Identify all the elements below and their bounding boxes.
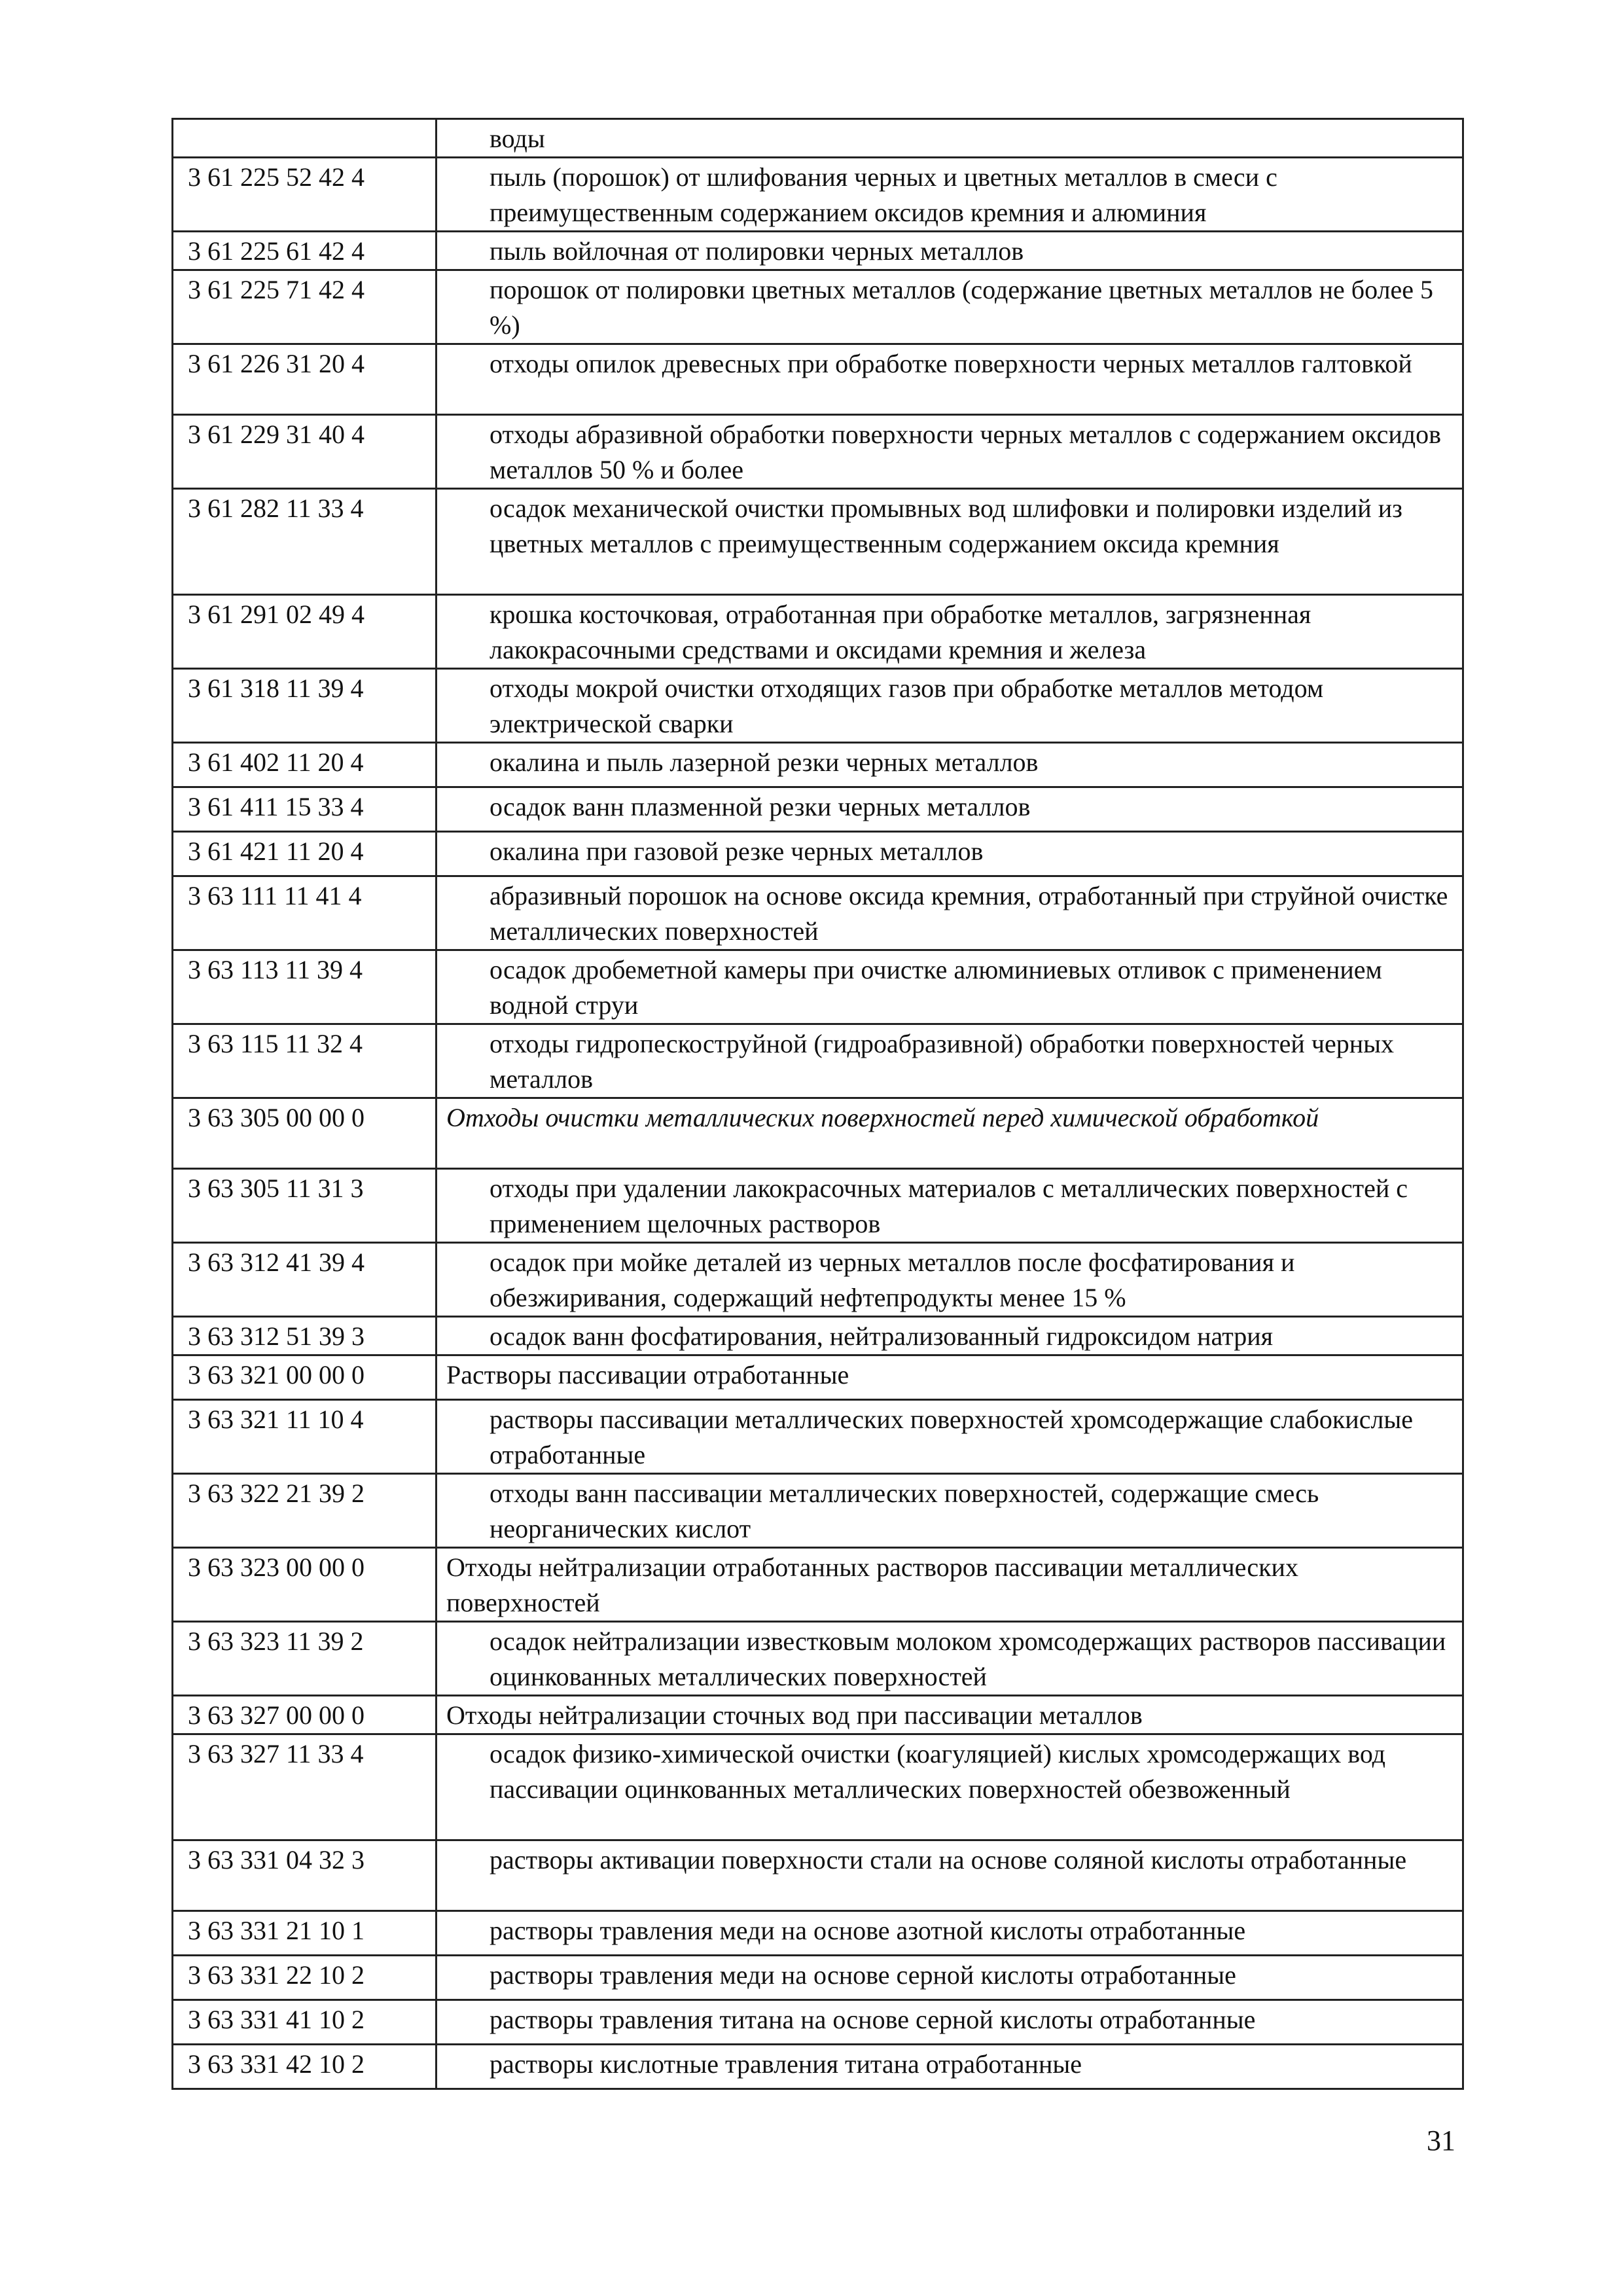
waste-code-cell: 3 61 226 31 20 4 xyxy=(173,344,437,415)
waste-description-cell: растворы кислотные травления титана отработанные xyxy=(437,2045,1463,2089)
table-row xyxy=(173,1169,1463,1243)
waste-code-cell: 3 63 331 21 10 1 xyxy=(173,1911,437,1956)
table-row xyxy=(173,489,1463,595)
waste-code-cell: 3 63 322 21 39 2 xyxy=(173,1474,437,1548)
waste-code-cell: 3 63 115 11 32 4 xyxy=(173,1024,437,1098)
waste-description-cell: отходы гидропескоструйной (гидроабразивной) обработки поверхностей черных металлов xyxy=(437,1024,1463,1098)
waste-description-cell: отходы при удалении лакокрасочных материалов с металлических поверхностей с применением щелочных растворов xyxy=(437,1169,1463,1243)
waste-group-heading-cell: Отходы нейтрализации сточных вод при пассивации металлов xyxy=(437,1696,1463,1734)
waste-description-cell: растворы пассивации металлических поверхностей хромсодержащие слабокислые отработанные xyxy=(437,1400,1463,1474)
table-row xyxy=(173,669,1463,743)
table-row xyxy=(173,119,1463,158)
waste-code-cell: 3 63 312 51 39 3 xyxy=(173,1317,437,1355)
waste-code-cell: 3 61 225 71 42 4 xyxy=(173,270,437,344)
table-row xyxy=(173,1696,1463,1734)
waste-code-cell: 3 61 421 11 20 4 xyxy=(173,832,437,876)
waste-code-cell: 3 61 225 52 42 4 xyxy=(173,158,437,232)
waste-code-cell xyxy=(173,119,437,158)
waste-description-cell: абразивный порошок на основе оксида кремния, отработанный при струйной очистке металлических поверхностей xyxy=(437,876,1463,950)
waste-code-cell: 3 63 323 00 00 0 xyxy=(173,1548,437,1622)
waste-description-cell: отходы опилок древесных при обработке поверхности черных металлов галтовкой xyxy=(437,344,1463,415)
waste-code-cell: 3 63 331 22 10 2 xyxy=(173,1956,437,2000)
table-row xyxy=(173,1024,1463,1098)
waste-description-cell: порошок от полировки цветных металлов (содержание цветных металлов не более 5 %) xyxy=(437,270,1463,344)
table-row xyxy=(173,1548,1463,1622)
waste-code-cell: 3 63 113 11 39 4 xyxy=(173,950,437,1024)
table-row xyxy=(173,1911,1463,1956)
waste-code-cell: 3 61 318 11 39 4 xyxy=(173,669,437,743)
waste-description-cell: осадок физико-химической очистки (коагуляцией) кислых хромсодержащих вод пассивации оцинкованных металлических поверхностей обезвоженный xyxy=(437,1734,1463,1840)
table-row xyxy=(173,270,1463,344)
waste-description-cell: пыль войлочная от полировки черных металлов xyxy=(437,232,1463,270)
waste-description-cell: окалина при газовой резке черных металлов xyxy=(437,832,1463,876)
table-row xyxy=(173,1622,1463,1696)
waste-code-cell: 3 63 331 42 10 2 xyxy=(173,2045,437,2089)
table-row xyxy=(173,1400,1463,1474)
waste-description-cell: осадок нейтрализации известковым молоком хромсодержащих растворов пассивации оцинкованных металлических поверхностей xyxy=(437,1622,1463,1696)
waste-code-cell: 3 61 291 02 49 4 xyxy=(173,595,437,669)
waste-code-cell: 3 63 327 11 33 4 xyxy=(173,1734,437,1840)
waste-group-heading-cell: Растворы пассивации отработанные xyxy=(437,1355,1463,1400)
table-row xyxy=(173,1734,1463,1840)
table-row xyxy=(173,232,1463,270)
waste-description-cell: осадок дробеметной камеры при очистке алюминиевых отливок с применением водной струи xyxy=(437,950,1463,1024)
waste-description-cell: осадок ванн плазменной резки черных металлов xyxy=(437,787,1463,832)
waste-description-cell: отходы мокрой очистки отходящих газов при обработке металлов методом электрической сварки xyxy=(437,669,1463,743)
waste-code-cell: 3 63 321 00 00 0 xyxy=(173,1355,437,1400)
waste-code-table xyxy=(171,118,1464,2090)
waste-group-heading-cell: Отходы очистки металлических поверхностей перед химической обработкой xyxy=(437,1098,1463,1169)
table-row xyxy=(173,950,1463,1024)
table-row xyxy=(173,595,1463,669)
page-number: 31 xyxy=(1427,2125,1455,2157)
waste-code-cell: 3 61 229 31 40 4 xyxy=(173,415,437,489)
table-row xyxy=(173,415,1463,489)
table-row xyxy=(173,876,1463,950)
table-row xyxy=(173,158,1463,232)
table-row xyxy=(173,1098,1463,1169)
waste-code-cell: 3 61 282 11 33 4 xyxy=(173,489,437,595)
waste-description-cell: окалина и пыль лазерной резки черных металлов xyxy=(437,743,1463,787)
waste-description-cell: пыль (порошок) от шлифования черных и цветных металлов в смеси с преимущественным содержанием оксидов кремния и алюминия xyxy=(437,158,1463,232)
waste-code-cell: 3 63 305 00 00 0 xyxy=(173,1098,437,1169)
waste-description-cell: растворы травления меди на основе азотной кислоты отработанные xyxy=(437,1911,1463,1956)
waste-description-cell: осадок ванн фосфатирования, нейтрализованный гидроксидом натрия xyxy=(437,1317,1463,1355)
waste-description-cell: растворы травления титана на основе серной кислоты отработанные xyxy=(437,2000,1463,2045)
waste-description-cell: растворы активации поверхности стали на основе соляной кислоты отработанные xyxy=(437,1840,1463,1911)
table-row xyxy=(173,1956,1463,2000)
waste-code-cell: 3 61 402 11 20 4 xyxy=(173,743,437,787)
waste-code-cell: 3 63 312 41 39 4 xyxy=(173,1243,437,1317)
waste-code-cell: 3 63 323 11 39 2 xyxy=(173,1622,437,1696)
table-row xyxy=(173,743,1463,787)
waste-description-cell: крошка косточковая, отработанная при обработке металлов, загрязненная лакокрасочными средствами и оксидами кремния и железа xyxy=(437,595,1463,669)
waste-code-cell: 3 61 411 15 33 4 xyxy=(173,787,437,832)
waste-code-cell: 3 63 321 11 10 4 xyxy=(173,1400,437,1474)
waste-code-cell: 3 61 225 61 42 4 xyxy=(173,232,437,270)
waste-description-cell: отходы абразивной обработки поверхности черных металлов с содержанием оксидов металлов 50 % и более xyxy=(437,415,1463,489)
waste-description-cell: осадок механической очистки промывных вод шлифовки и полировки изделий из цветных металлов с преимущественным содержанием оксида кремния xyxy=(437,489,1463,595)
waste-description-cell: отходы ванн пассивации металлических поверхностей, содержащие смесь неорганических кислот xyxy=(437,1474,1463,1548)
table-row xyxy=(173,2000,1463,2045)
waste-code-cell: 3 63 327 00 00 0 xyxy=(173,1696,437,1734)
table-row xyxy=(173,1317,1463,1355)
waste-description-cell: осадок при мойке деталей из черных металлов после фосфатирования и обезжиривания, содержащий нефтепродукты менее 15 % xyxy=(437,1243,1463,1317)
table-row xyxy=(173,1474,1463,1548)
table-row xyxy=(173,1243,1463,1317)
table-row xyxy=(173,1840,1463,1911)
waste-code-cell: 3 63 331 41 10 2 xyxy=(173,2000,437,2045)
waste-code-cell: 3 63 111 11 41 4 xyxy=(173,876,437,950)
table-row xyxy=(173,787,1463,832)
waste-description-cell: воды xyxy=(437,119,1463,158)
table-body xyxy=(173,119,1463,2089)
waste-code-cell: 3 63 305 11 31 3 xyxy=(173,1169,437,1243)
waste-code-cell: 3 63 331 04 32 3 xyxy=(173,1840,437,1911)
table-row xyxy=(173,832,1463,876)
table-row xyxy=(173,2045,1463,2089)
table-row xyxy=(173,344,1463,415)
waste-group-heading-cell: Отходы нейтрализации отработанных растворов пассивации металлических поверхностей xyxy=(437,1548,1463,1622)
table-row xyxy=(173,1355,1463,1400)
waste-description-cell: растворы травления меди на основе серной кислоты отработанные xyxy=(437,1956,1463,2000)
